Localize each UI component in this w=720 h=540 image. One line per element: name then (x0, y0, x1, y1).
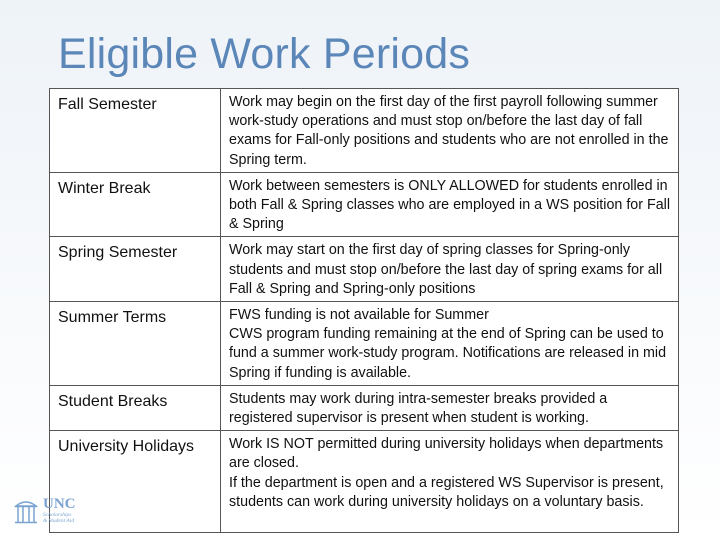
description-line: CWS program funding remaining at the end of Spring can be used to fund a summer work-study program. Notifications are released in mid Spring if funding is available. (229, 326, 667, 381)
description-line: FWS funding is not available for Summer (229, 307, 489, 324)
period-name-cell: Fall Semester (50, 89, 221, 173)
unc-logo (14, 497, 94, 527)
table-row (50, 89, 679, 173)
description-line: Students may work during intra-semester breaks provided a registered supervisor is present when student is working. (229, 390, 608, 427)
period-name-cell: Spring Semester (50, 237, 221, 302)
period-description-cell (221, 431, 679, 533)
period-description-cell (221, 89, 679, 173)
description-line: Work may start on the first day of spring classes for Spring-only students and must stop on/before the last day of spring exams for all Fall & Spring and Spring-only positions (229, 242, 663, 297)
table-row (50, 172, 679, 237)
period-name-cell: Student Breaks (50, 385, 221, 430)
table-row (50, 237, 679, 302)
table-row (50, 431, 679, 533)
period-description-cell (221, 172, 679, 237)
period-description-cell (221, 385, 679, 430)
logo-text (43, 497, 76, 524)
period-description-cell (221, 237, 679, 302)
period-name-cell: Summer Terms (50, 302, 221, 386)
logo-sub-text: & Student Aid (43, 518, 75, 524)
period-name-cell: Winter Break (50, 172, 221, 237)
description-line: Work between semesters is ONLY ALLOWED for students enrolled in both Fall & Spring classes who are employed in a WS position for Fall & Spring (229, 177, 671, 233)
work-periods-table (49, 88, 679, 533)
description-line: Work may begin on the first day of the first payroll following summer work-study operations and must stop on/before the last day of fall exams for Fall-only positions and students who are not enrolled in the Spring term. (229, 94, 669, 168)
period-description-cell (221, 302, 679, 386)
old-well-icon (14, 497, 38, 525)
logo-sub-text: Scholarships (43, 512, 72, 518)
table-row (50, 385, 679, 430)
page-title: Eligible Work Periods (58, 30, 471, 78)
table-row (50, 302, 679, 386)
period-name-cell: University Holidays (50, 431, 221, 533)
description-line: Work IS NOT permitted during university holidays when departments are closed. (229, 436, 664, 472)
logo-main-text: UNC (43, 496, 76, 512)
description-line: If the department is open and a registered WS Supervisor is present, students can work during university holidays on a voluntary basis. (229, 474, 664, 510)
